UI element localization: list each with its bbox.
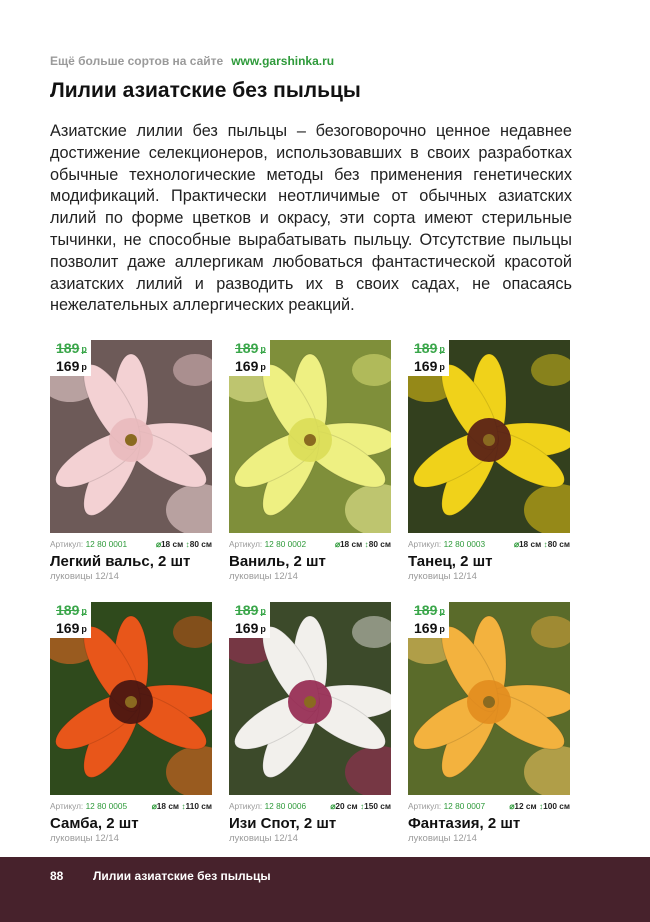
price-tag	[50, 602, 91, 638]
height-icon: ↕	[181, 801, 186, 811]
old-price: 189 р	[235, 602, 266, 618]
sku-number: 12 80 0001	[85, 539, 128, 549]
flower-diameter: 20 см	[335, 801, 358, 811]
current-price: 169 р	[414, 620, 445, 636]
bulb-size: луковицы 12/14	[50, 571, 119, 582]
plant-height: 110 см	[185, 801, 212, 811]
price-tag	[229, 602, 270, 638]
diameter-icon: ⌀	[151, 801, 157, 811]
page-footer	[0, 857, 650, 922]
product-meta	[408, 539, 570, 549]
product-name[interactable]: Изи Спот, 2 шт	[229, 815, 337, 832]
sku-label: Артикул:	[50, 539, 84, 549]
product-meta	[229, 801, 391, 811]
diameter-icon: ⌀	[155, 539, 161, 549]
flower-diameter: 18 см	[518, 539, 542, 549]
page-number: 88	[50, 869, 64, 883]
price-tag	[229, 340, 270, 376]
old-price: 189 р	[56, 602, 87, 618]
current-price: 169 р	[56, 358, 87, 374]
sku-label: Артикул:	[408, 801, 442, 811]
product-meta	[50, 539, 212, 549]
diameter-icon: ⌀	[513, 539, 519, 549]
plant-height: 80 см	[547, 539, 570, 549]
sku-label: Артикул:	[50, 801, 84, 811]
sku-label: Артикул:	[229, 801, 263, 811]
product-name[interactable]: Самба, 2 шт	[50, 815, 139, 832]
sku-number: 12 80 0003	[443, 539, 486, 549]
current-price: 169 р	[235, 358, 266, 374]
price-tag	[408, 602, 449, 638]
product-meta	[229, 539, 391, 549]
sku-number: 12 80 0006	[264, 801, 307, 811]
tagline-text: Ещё больше сортов на сайте	[50, 54, 224, 68]
flower-diameter: 18 см	[339, 539, 363, 549]
old-price: 189 р	[56, 340, 87, 356]
price-tag	[50, 340, 91, 376]
flower-dimensions	[330, 801, 391, 811]
plant-height: 100 см	[543, 801, 570, 811]
current-price: 169 р	[235, 620, 266, 636]
flower-dimensions	[509, 801, 570, 811]
diameter-icon: ⌀	[330, 801, 336, 811]
sku-number: 12 80 0007	[443, 801, 486, 811]
sku-number: 12 80 0005	[85, 801, 128, 811]
plant-height: 80 см	[368, 539, 391, 549]
flower-diameter: 12 см	[514, 801, 537, 811]
flower-dimensions	[152, 801, 212, 811]
bulb-size: луковицы 12/14	[229, 571, 298, 582]
height-icon: ↕	[185, 539, 190, 549]
flower-diameter: 18 см	[156, 801, 180, 811]
flower-dimensions	[156, 539, 212, 549]
product-meta	[408, 801, 570, 811]
height-icon: ↕	[359, 801, 365, 811]
sku-label: Артикул:	[229, 539, 263, 549]
flower-dimensions	[514, 539, 570, 549]
plant-height: 150 см	[364, 801, 391, 811]
product-name[interactable]: Танец, 2 шт	[408, 553, 493, 570]
old-price: 189 р	[235, 340, 266, 356]
intro-paragraph: Азиатские лилии без пыльцы – безоговорочно ценное недавнее достижение селекционеров, использовавших в своих разработках обычные технологические методы без применения генетических модификаций. Практически неотличимые от обычных азиатских лилий по форме цветков и окрасу, эти сорта имеют стерильные тычинки, не способные вырабатывать пыльцу. Отсутствие пыльцы позволит даже аллергикам любоваться фантастической красотой азиатских лилий и разводить их в своих садах, не опасаясь нежелательных аллергических реакций.	[50, 122, 572, 315]
flower-dimensions	[335, 539, 391, 549]
bulb-size: луковицы 12/14	[50, 833, 119, 844]
diameter-icon: ⌀	[334, 539, 340, 549]
product-meta	[50, 801, 212, 811]
height-icon: ↕	[538, 801, 544, 811]
current-price: 169 р	[414, 358, 445, 374]
page-title: Лилии азиатские без пыльцы	[50, 79, 361, 102]
flower-diameter: 18 см	[160, 539, 184, 549]
height-icon: ↕	[364, 539, 369, 549]
bulb-size: луковицы 12/14	[408, 833, 477, 844]
sku-label: Артикул:	[408, 539, 442, 549]
site-tagline	[50, 54, 334, 68]
height-icon: ↕	[543, 539, 548, 549]
bulb-size: луковицы 12/14	[408, 571, 477, 582]
sku-number: 12 80 0002	[264, 539, 307, 549]
product-name[interactable]: Фантазия, 2 шт	[408, 815, 521, 832]
site-link[interactable]: www.garshinka.ru	[231, 54, 335, 68]
old-price: 189 р	[414, 602, 445, 618]
diameter-icon: ⌀	[509, 801, 515, 811]
current-price: 169 р	[56, 620, 87, 636]
footer-section-title: Лилии азиатские без пыльцы	[93, 869, 271, 883]
bulb-size: луковицы 12/14	[229, 833, 298, 844]
product-name[interactable]: Легкий вальс, 2 шт	[50, 553, 191, 570]
price-tag	[408, 340, 449, 376]
plant-height: 80 см	[189, 539, 212, 549]
old-price: 189 р	[414, 340, 445, 356]
product-name[interactable]: Ваниль, 2 шт	[229, 553, 326, 570]
